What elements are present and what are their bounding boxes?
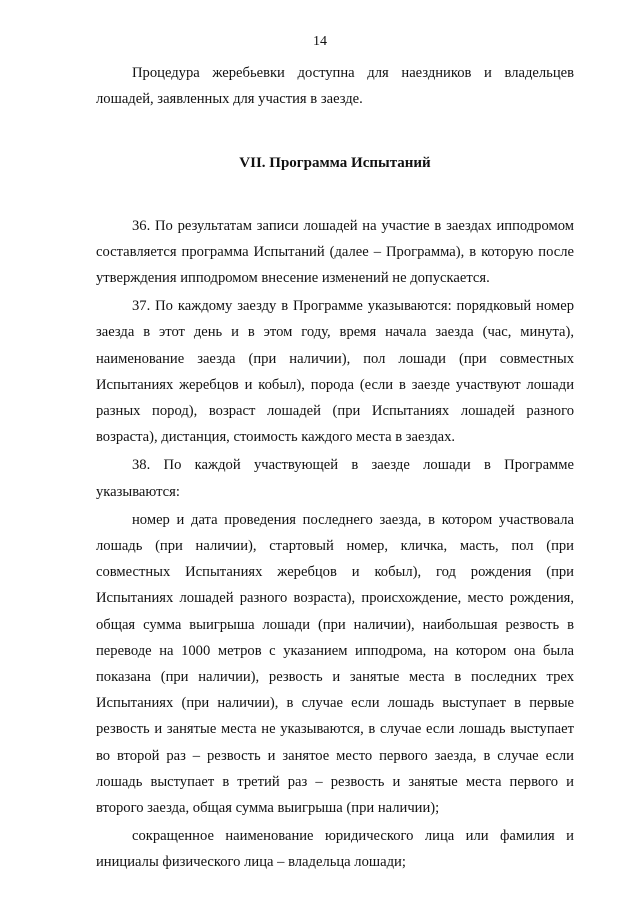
- page-number: 14: [313, 34, 327, 49]
- document-body: [96, 60, 574, 876]
- paragraph-37: 37. По каждому заезду в Программе указываются: порядковый номер заезда в этот день и в этом году, время начала заезда (час, минута), наименование заезда (при наличии), пол лошади (при совместных Испытаниях жеребцов и кобыл), порода (если в заезде участвуют лошади разных пород), возраст лошадей (при Испытаниях лошадей разного возраста), дистанция, стоимость каждого места в заездах.: [96, 298, 574, 446]
- paragraph-38: 38. По каждой участвующей в заезде лошади в Программе указываются:: [96, 457, 574, 500]
- paragraph-38-item-1: номер и дата проведения последнего заезда, в котором участвовала лошадь (при наличии), стартовый номер, кличка, масть, пол (при совместных Испытаниях жеребцов и кобыл), год рождения (при Испытаниях лошадей разного возраста), происхождение, место рождения, общая сумма выигрыша лошади (при наличии), наибольшая резвость в переводе на 1000 метров с указанием ипподрома, на котором она была показана (при наличии), резвость и занятые места в последних трех Испытаниях (при наличии), в случае если лошадь выступает в первые резвость и занятые места не указываются, в случае если лошадь выступает во второй раз – резвость и занятое место первого заезда, в случае если лошадь выступает в третий раз – резвость и занятые места первого и второго заезда, общая сумма выигрыша (при наличии);: [96, 511, 574, 817]
- paragraph-36: 36. По результатам записи лошадей на участие в заездах ипподромом составляется программа Испытаний (далее – Программа), в которую после утверждения ипподромом внесение изменений не допускается.: [96, 217, 574, 287]
- paragraph-intro: Процедура жеребьевки доступна для наездников и владельцев лошадей, заявленных для участия в заезде.: [96, 65, 574, 108]
- paragraph-38-item-2: сокращенное наименование юридического лица или фамилия и инициалы физического лица – владельца лошади;: [96, 828, 574, 871]
- section-heading: VII. Программа Испытаний: [239, 155, 431, 172]
